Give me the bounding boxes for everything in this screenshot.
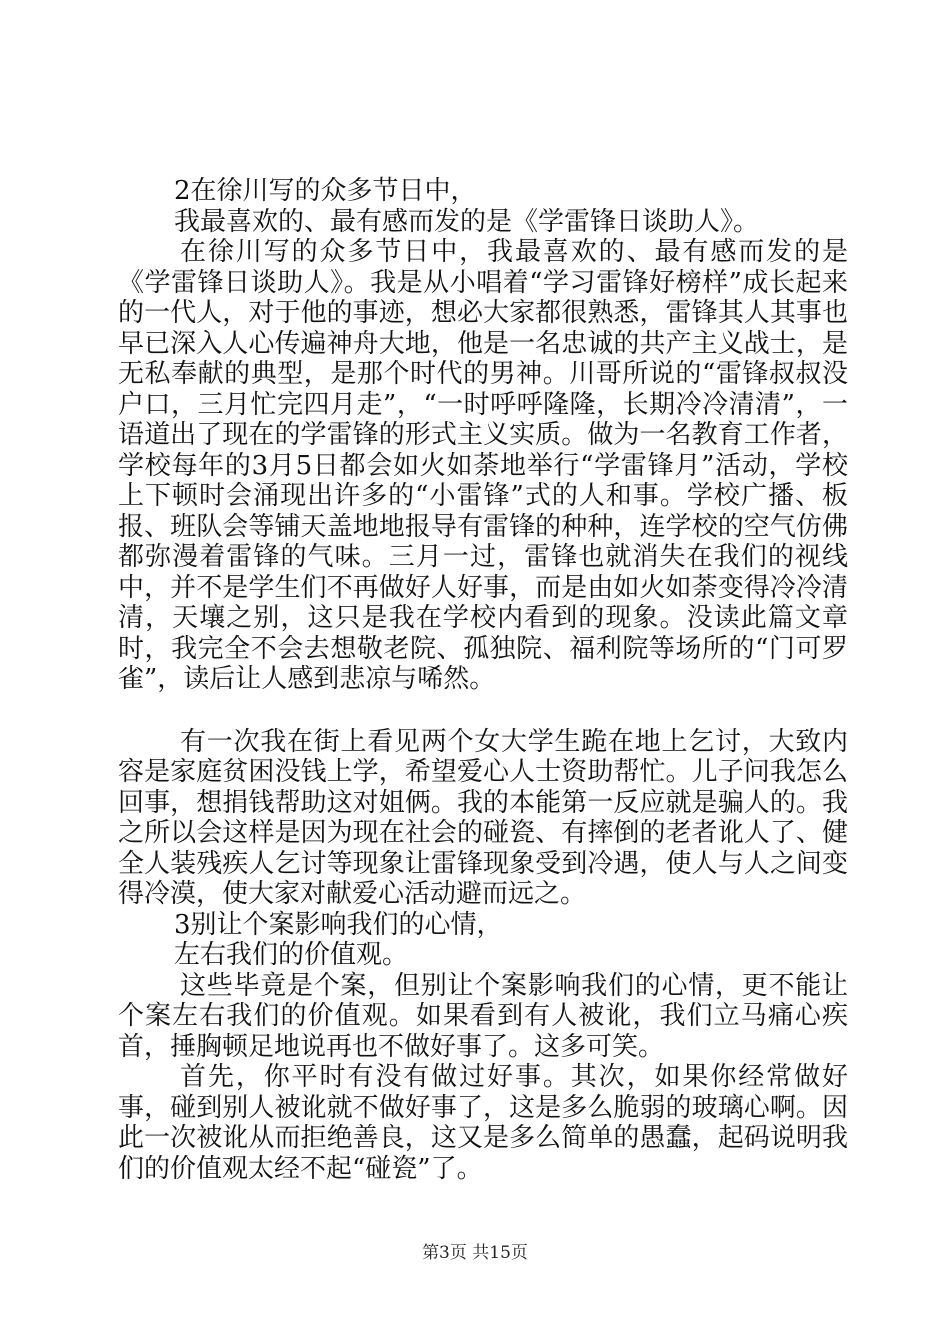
document-body bbox=[118, 176, 848, 1184]
body-paragraph: 在徐川写的众多节日中，我最喜欢的、最有感而发的是《学雷锋日谈助人》。我是从小唱着“学习雷锋好榜样”成长起来的一代人，对于他的事迹，想必大家都很熟悉，雷锋其人其事也早已深入人心传遍神舟大地，他是一名忠诚的共产主义战士，是无私奉献的典型，是那个时代的男神。川哥所说的“雷锋叔叔没户口，三月忙完四月走”，“一时呼呼隆隆，长期冷冷清清”，一语道出了现在的学雷锋的形式主义实质。做为一名教育工作者，学校每年的3月5日都会如火如荼地举行“学雷锋月”活动，学校上下顿时会涌现出许多的“小雷锋”式的人和事。学校广播、板报、班队会等铺天盖地地报导有雷锋的种种，连学校的空气仿佛都弥漫着雷锋的气味。三月一过，雷锋也就消失在我们的视线中，并不是学生们不再做好人好事，而是由如火如荼变得冷冷清清，天壤之别，这只是我在学校内看到的现象。没读此篇文章时，我完全不会去想敬老院、孤独院、福利院等场所的“门可罗雀”，读后让人感到悲凉与唏然。 bbox=[118, 237, 848, 694]
body-paragraph: 这些毕竟是个案，但别让个案影响我们的心情，更不能让个案左右我们的价值观。如果看到有人被讹，我们立马痛心疾首，捶胸顿足地说再也不做好事了。这多可笑。 bbox=[118, 970, 848, 1062]
body-paragraph: 有一次我在街上看见两个女大学生跪在地上乞讨，大致内容是家庭贫困没钱上学，希望爱心人士资助帮忙。儿子问我怎么回事，想捐钱帮助这对姐俩。我的本能第一反应就是骗人的。我之所以会这样是因为现在社会的碰瓷、有摔倒的老者讹人了、健全人装残疾人乞讨等现象让雷锋现象受到冷遇，使人与人之间变得冷漠，使大家对献爱心活动避而远之。 bbox=[118, 726, 848, 909]
section-heading-2-part1: 2在徐川写的众多节日中， bbox=[174, 176, 477, 206]
page-number-label: 第3页 共15页 bbox=[422, 1243, 528, 1263]
section-heading-3-part2: 左右我们的价值观。 bbox=[174, 940, 409, 970]
section-heading-3-part1: 3别让个案影响我们的心情， bbox=[174, 909, 503, 940]
body-paragraph: 首先，你平时有没有做过好事。其次，如果你经常做好事，碰到别人被讹就不做好事了，这是多么脆弱的玻璃心啊。因此一次被讹从而拒绝善良，这又是多么简单的愚蠢，起码说明我们的价值观太经不起“碰瓷”了。 bbox=[118, 1062, 848, 1184]
section-heading-2-part2: 我最喜欢的、最有感而发的是《学雷锋日谈助人》。 bbox=[174, 206, 760, 237]
paragraph-gap bbox=[118, 695, 848, 727]
page-footer bbox=[0, 1238, 950, 1263]
